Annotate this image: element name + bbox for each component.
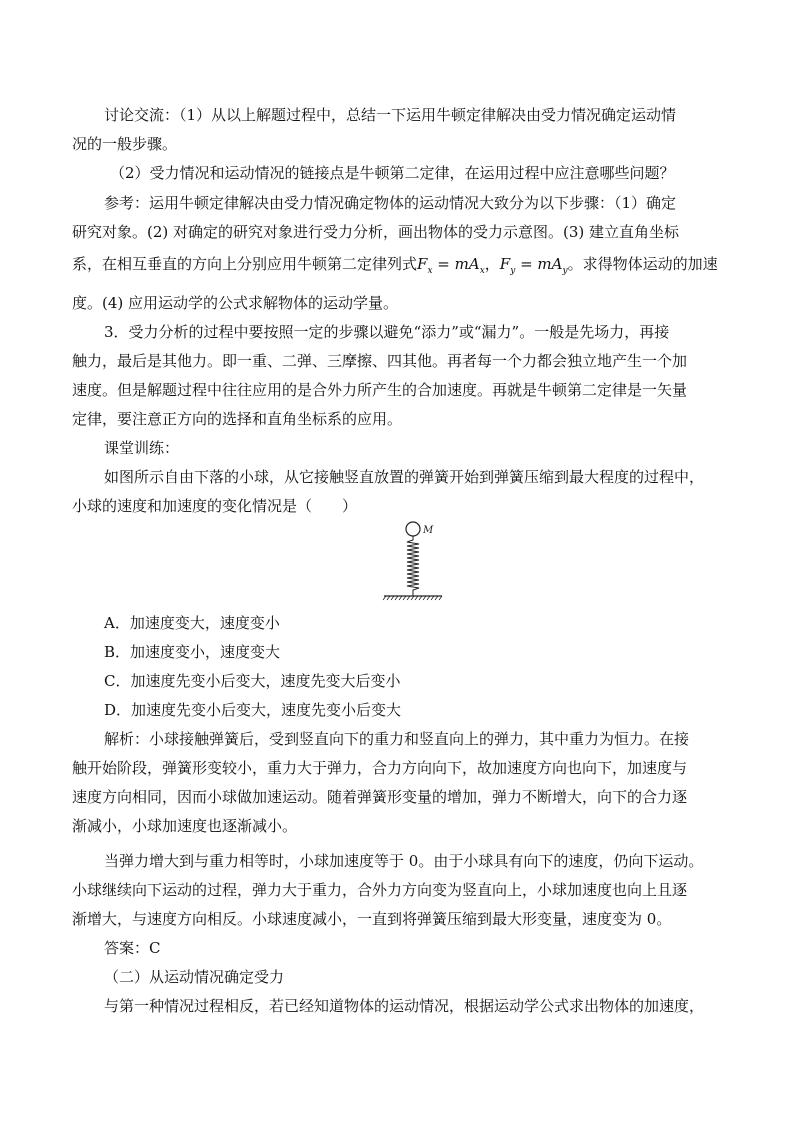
- paragraph-reference-3: [72, 250, 732, 286]
- ball-label: M: [423, 525, 434, 536]
- section-title-practice: 课堂训练：: [104, 439, 180, 457]
- analysis-paragraph-2-c: 渐增大，与速度方向相反。小球速度减小，一直到将弹簧压缩到最大形变量，速度变为 0。: [72, 910, 672, 928]
- formula-fx: $F_x = mA_x$: [417, 255, 485, 276]
- question-stem-cont: 小球的速度和加速度的变化情况是（ ）: [72, 497, 358, 515]
- spring-coil: [407, 536, 419, 596]
- ball-circle: [406, 522, 420, 536]
- option-c: C．加速度先变小后变大，速度先变大后变小: [104, 672, 401, 690]
- paragraph-point-3-d: 定律，要注意正方向的选择和直角坐标系的应用。: [72, 410, 403, 428]
- paragraph-discussion-cont: 况的一般步骤。: [72, 135, 178, 153]
- analysis-paragraph-c: 速度方向相同，因而小球做加速运动。随着弹簧形变量的增加，弹力不断增大，向下的合力逐: [72, 788, 688, 806]
- paragraph-point-3: 3．受力分析的过程中要按照一定的步骤以避免“添力”或“漏力”。一般是先场力，再接: [104, 323, 670, 341]
- section-2-paragraph: 与第一种情况过程相反，若已经知道物体的运动情况，根据运动学公式求出物体的加速度，: [104, 997, 705, 1015]
- analysis-paragraph-2: 当弹力增大到与重力相等时，小球加速度等于 0。由于小球具有向下的速度，仍向下运动。: [104, 852, 704, 870]
- reference-text-b: 。求得物体运动的加速: [567, 255, 718, 273]
- answer-line: 答案：C: [104, 939, 161, 957]
- question-stem: 如图所示自由下落的小球，从它接触竖直放置的弹簧开始到弹簧压缩到最大程度的过程中，: [104, 468, 705, 486]
- reference-text-a: 系，在相互垂直的方向上分别应用牛顿第二定律列式: [72, 255, 418, 273]
- analysis-paragraph: 解析：小球接触弹簧后，受到竖直向下的重力和竖直向上的弹力，其中重力为恒力。在接: [104, 730, 690, 748]
- paragraph-point-3-b: 触力，最后是其他力。即一重、二弹、三摩擦、四其他。再者每一个力都会独立地产生一个加: [72, 352, 688, 370]
- analysis-paragraph-d: 渐减小，小球加速度也逐渐减小。: [72, 817, 298, 835]
- analysis-paragraph-b: 触开始阶段，弹簧形变较小，重力大于弹力，合力方向向下，故加速度方向也向下，加速度与: [72, 759, 688, 777]
- paragraph-question-2: （2）受力情况和运动情况的链接点是牛顿第二定律，在运用过程中应注意哪些问题？: [110, 164, 675, 182]
- paragraph-reference-2: 研究对象。(2) 对确定的研究对象进行受力分析，画出物体的受力示意图。(3) 建立直角坐标: [72, 223, 680, 241]
- option-a: A．加速度变大，速度变小: [104, 614, 280, 632]
- option-b: B．加速度变小，速度变大: [104, 643, 281, 661]
- paragraph-reference: 参考：运用牛顿定律解决由受力情况确定物体的运动情况大致分为以下步骤：（1）确定: [104, 194, 677, 212]
- formula-fy: $F_y = mA_y$: [499, 255, 568, 276]
- ball-spring-figure: [380, 518, 460, 604]
- paragraph-reference-4: 度。(4) 应用运动学的公式求解物体的运动学量。: [72, 294, 399, 312]
- paragraph-point-3-c: 速度。但是解题过程中往往应用的是合外力所产生的合加速度。再就是牛顿第二定律是一矢量: [72, 381, 688, 399]
- formula-separator: ，: [484, 255, 500, 273]
- option-d: D．加速度先变小后变大，速度先变小后变大: [104, 701, 402, 719]
- analysis-paragraph-2-b: 小球继续向下运动的过程，弹力大于重力，合外力方向变为竖直向上，小球加速度也向上且逐: [72, 881, 688, 899]
- paragraph-discussion: 讨论交流：（1）从以上解题过程中，总结一下运用牛顿定律解决由受力情况确定运动情: [104, 106, 677, 124]
- section-heading-2: （二）从运动情况确定受力: [104, 968, 285, 986]
